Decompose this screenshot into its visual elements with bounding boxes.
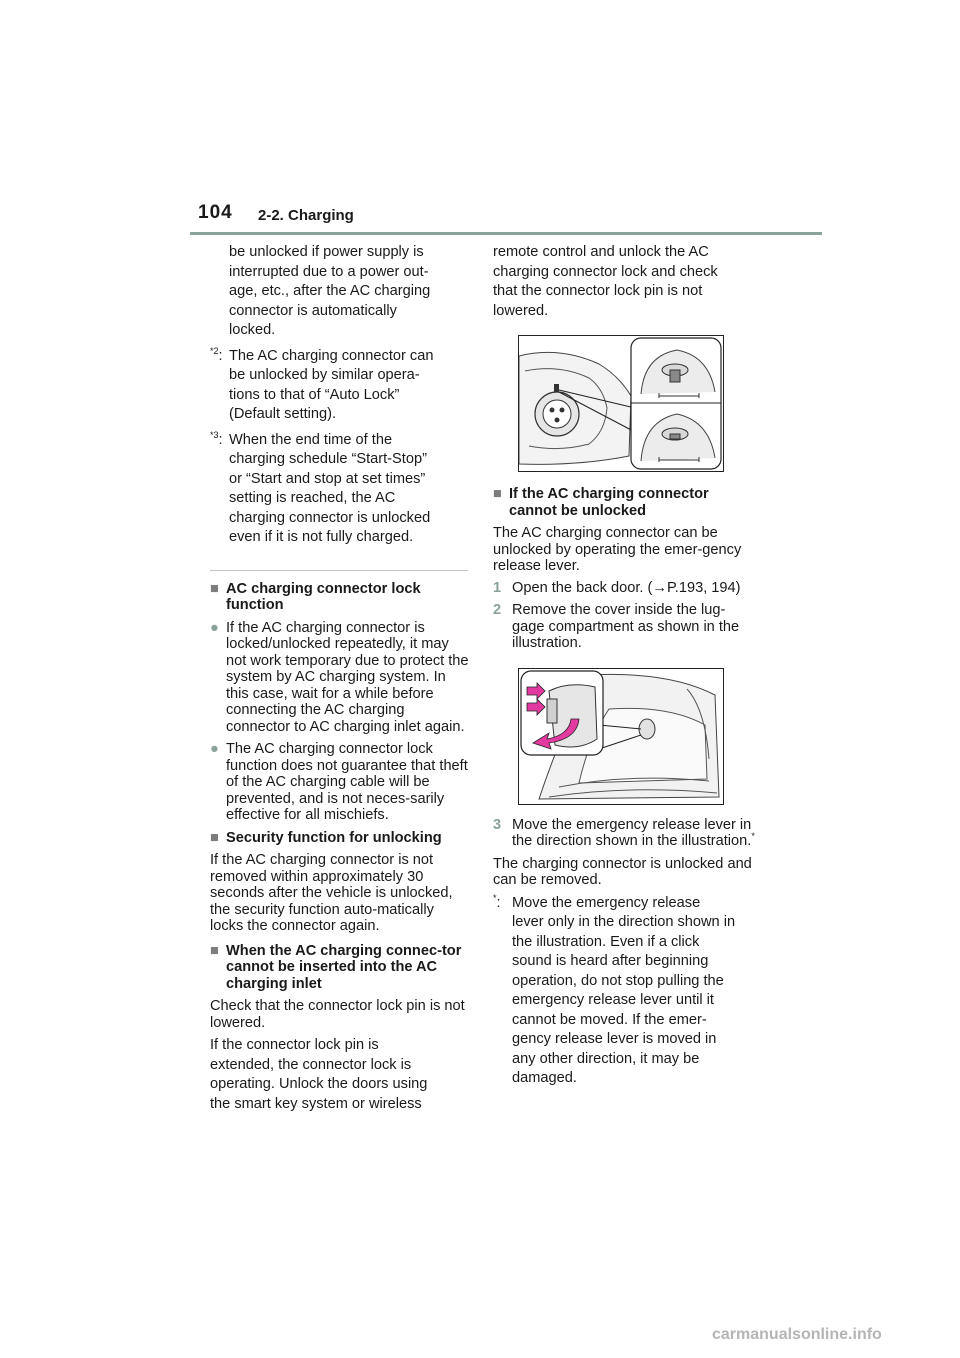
watermark-link[interactable]: carmanualsonline.info bbox=[712, 1326, 882, 1343]
step-number: 1 bbox=[493, 579, 502, 596]
continued-paragraph bbox=[493, 243, 755, 321]
square-bullet-icon: ■ bbox=[210, 942, 219, 959]
square-bullet-icon: ■ bbox=[210, 829, 219, 846]
text-line: gency release lever is moved in bbox=[512, 1031, 717, 1047]
heading-security-function: ■ Security function for unlocking bbox=[210, 829, 442, 846]
text-line: lowered. bbox=[493, 302, 549, 319]
text-line: The AC charging connector can bbox=[229, 347, 434, 364]
text-line: operating. Unlock the doors using bbox=[210, 1076, 428, 1092]
footnote-marker: * bbox=[751, 831, 755, 842]
step-1: 1 Open the back door. (→P.193, 194) bbox=[493, 579, 741, 596]
text-line: any other direction, it may be bbox=[512, 1050, 700, 1067]
illustration-svg bbox=[519, 669, 723, 804]
header-rule bbox=[190, 232, 822, 235]
luggage-cover-illustration bbox=[518, 668, 724, 805]
page-header bbox=[0, 0, 960, 240]
footnote-3 bbox=[210, 431, 470, 548]
text-line: locked. bbox=[229, 322, 276, 338]
footnote-marker: $^{*3}$: bbox=[210, 429, 223, 448]
section-divider bbox=[210, 570, 468, 571]
right-column bbox=[493, 243, 755, 1089]
bullet-item: ● If the AC charging connector is locked/unlocked repeatedly, it may not work temporary due to protect the system by AC charging system. In this case, wait for a while before connecting the AC charging connector to AC charging inlet again. bbox=[210, 619, 469, 735]
text-line: cannot be moved. If the emer- bbox=[512, 1011, 707, 1028]
text-line: remote control and unlock the AC bbox=[493, 244, 709, 260]
square-bullet-icon: ■ bbox=[493, 486, 502, 502]
paragraph bbox=[210, 1036, 470, 1114]
paragraph: If the AC charging connector is not removed within approximately 30 seconds after the vehicle is unlocked, the security function auto-matically locks the connector again. bbox=[210, 852, 453, 934]
heading-cannot-unlock: ■ If the AC charging connector cannot be unlocked bbox=[493, 486, 709, 519]
text-line: charging connector lock and check bbox=[493, 263, 718, 280]
text-line: (Default setting). bbox=[229, 406, 337, 422]
circle-bullet-icon: ● bbox=[210, 619, 219, 636]
text-line: charging schedule “Start-Stop” bbox=[229, 451, 427, 467]
continued-note bbox=[210, 243, 470, 341]
text-line: that the connector lock pin is not bbox=[493, 283, 703, 299]
text-line: When the end time of the bbox=[229, 431, 393, 448]
text-line: Move the emergency release bbox=[512, 894, 701, 911]
text-line: be unlocked by similar opera- bbox=[229, 367, 420, 383]
text-line: be unlocked if power supply is bbox=[229, 244, 424, 260]
text-line: damaged. bbox=[512, 1070, 577, 1086]
footnote-2 bbox=[210, 347, 470, 425]
square-bullet-icon: ■ bbox=[210, 580, 219, 597]
text-line: operation, do not stop pulling the bbox=[512, 972, 724, 989]
paragraph: The charging connector is unlocked and can be removed. bbox=[493, 855, 752, 888]
step-2: 2 Remove the cover inside the lug-gage compartment as shown in the illustration. bbox=[493, 602, 740, 651]
text-line: charging connector is unlocked bbox=[229, 509, 431, 526]
footnote-asterisk bbox=[493, 894, 755, 1089]
text-line: tions to that of “Auto Lock” bbox=[229, 386, 400, 403]
heading-cannot-insert: ■ When the AC charging connec-tor cannot be inserted into the AC charging inlet bbox=[210, 942, 462, 992]
paragraph: Check that the connector lock pin is not lowered. bbox=[210, 998, 465, 1031]
section-title: 2-2. Charging bbox=[258, 207, 354, 224]
text-line: emergency release lever until it bbox=[512, 992, 714, 1008]
step-number: 2 bbox=[493, 602, 502, 618]
page-number: 104 bbox=[198, 202, 233, 223]
paragraph: The AC charging connector can be unlocked by operating the emer-gency release lever. bbox=[493, 525, 742, 574]
text-line: sound is heard after beginning bbox=[512, 953, 709, 969]
step-number: 3 bbox=[493, 816, 502, 833]
text-line: age, etc., after the AC charging bbox=[229, 283, 431, 299]
text-line: connector is automatically bbox=[229, 302, 397, 319]
text-line: setting is reached, the AC bbox=[229, 490, 396, 506]
circle-bullet-icon: ● bbox=[210, 741, 219, 757]
illustration-svg bbox=[519, 336, 723, 471]
text-line: even if it is not fully charged. bbox=[229, 529, 414, 545]
text-line: lever only in the direction shown in bbox=[512, 914, 736, 930]
left-column bbox=[210, 243, 470, 1119]
text-line: extended, the connector lock is bbox=[210, 1056, 412, 1073]
footnote-marker: $^{*2}$: bbox=[210, 345, 223, 364]
step-3: 3 Move the emergency release lever in the direction shown in the illustration.* bbox=[493, 816, 755, 849]
text-line: the illustration. Even if a click bbox=[512, 933, 700, 950]
heading-lock-function: ■ AC charging connector lock function bbox=[210, 580, 421, 613]
text-line: the smart key system or wireless bbox=[210, 1095, 422, 1112]
connector-lock-pin-illustration bbox=[518, 335, 724, 472]
text-line: or “Start and stop at set times” bbox=[229, 470, 426, 487]
footnote-marker: *: bbox=[493, 892, 501, 911]
text-line: If the connector lock pin is bbox=[210, 1037, 379, 1053]
text-line: interrupted due to a power out- bbox=[229, 263, 429, 280]
bullet-item: ● The AC charging connector lock function does not guarantee that theft of the AC charging cable will be prevented, and is not neces-sarily effective for all mischiefs. bbox=[210, 741, 468, 823]
